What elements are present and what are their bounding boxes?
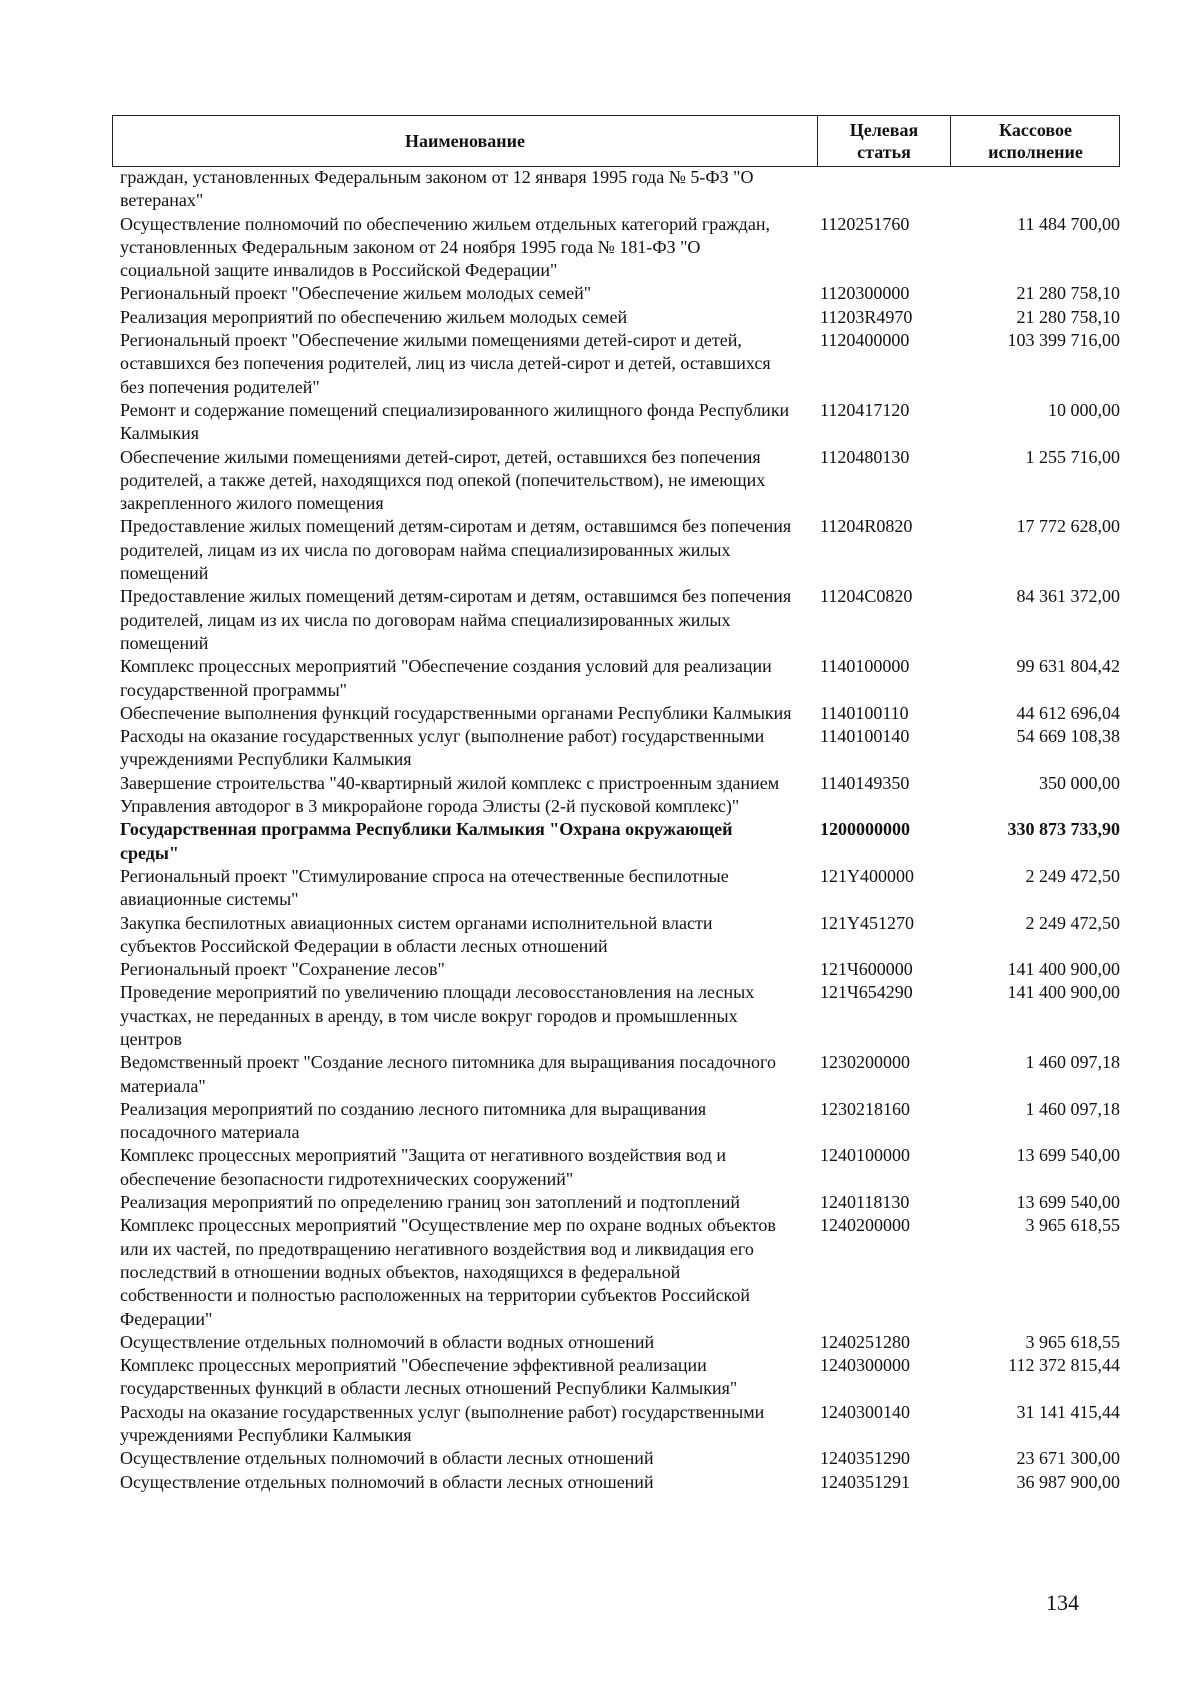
table-row bbox=[120, 1051, 1120, 1098]
table-row bbox=[120, 282, 1120, 305]
table-row bbox=[120, 1401, 1120, 1448]
table-row bbox=[120, 981, 1120, 1051]
header-code-cell bbox=[817, 116, 950, 166]
row-code: 1140149350 bbox=[820, 772, 910, 793]
row-amount: 330 873 733,90 bbox=[1007, 819, 1120, 840]
row-code: 1140100140 bbox=[820, 726, 910, 747]
table-row bbox=[120, 515, 1120, 585]
row-name: Предоставление жилых помещений детям-сиротам и детям, оставшимся без попечения родителей, лицам из их числа по договорам найма специализированных жилых помещений bbox=[120, 586, 792, 653]
table-row bbox=[120, 818, 1120, 865]
row-amount: 10 000,00 bbox=[1048, 399, 1120, 420]
row-code: 1240100000 bbox=[820, 1145, 910, 1166]
table-row bbox=[120, 306, 1120, 329]
row-amount: 44 612 696,04 bbox=[1016, 702, 1120, 723]
row-name: граждан, установленных Федеральным законом от 12 января 1995 года № 5-ФЗ "О ветеранах" bbox=[120, 167, 754, 211]
row-code: 1120417120 bbox=[820, 399, 910, 420]
row-name: Проведение мероприятий по увеличению площади лесовосстановления на лесных участках, не переданных в аренду, в том числе вокруг городов и промышленных центров bbox=[120, 982, 755, 1049]
row-amount: 3 965 618,55 bbox=[1025, 1331, 1120, 1352]
table-row bbox=[120, 1331, 1120, 1354]
table-row bbox=[120, 865, 1120, 912]
row-amount: 99 631 804,42 bbox=[1016, 656, 1120, 677]
table-body bbox=[120, 166, 1120, 1494]
row-name: Расходы на оказание государственных услуг (выполнение работ) государственными учреждениями Республики Калмыкия bbox=[120, 726, 765, 770]
row-code: 1240118130 bbox=[820, 1192, 910, 1213]
row-amount: 84 361 372,00 bbox=[1016, 586, 1120, 607]
row-code: 1140100110 bbox=[820, 702, 909, 723]
row-amount: 3 965 618,55 bbox=[1025, 1215, 1120, 1236]
row-amount: 103 399 716,00 bbox=[1007, 330, 1120, 351]
row-code: 1120400000 bbox=[820, 330, 910, 351]
row-code: 1240200000 bbox=[820, 1215, 910, 1236]
header-name-cell bbox=[113, 116, 817, 166]
table-row bbox=[120, 912, 1120, 959]
row-amount: 2 249 472,50 bbox=[1025, 912, 1120, 933]
table-row bbox=[120, 1354, 1120, 1401]
header-name-label: Наименование bbox=[405, 131, 525, 151]
row-name: Региональный проект "Стимулирование спроса на отечественные беспилотные авиационные системы" bbox=[120, 865, 729, 910]
row-amount: 112 372 815,44 bbox=[1008, 1355, 1120, 1376]
row-amount: 1 255 716,00 bbox=[1025, 446, 1120, 467]
row-amount: 1 460 097,18 bbox=[1025, 1098, 1120, 1119]
row-name: Ведомственный проект "Создание лесного питомника для выращивания посадочного материала" bbox=[120, 1052, 776, 1096]
header-code-label-line2: статья bbox=[857, 142, 911, 162]
row-code: 1240300140 bbox=[820, 1401, 910, 1422]
row-amount: 1 460 097,18 bbox=[1025, 1052, 1120, 1073]
table-row bbox=[120, 958, 1120, 981]
row-amount: 350 000,00 bbox=[1039, 772, 1120, 793]
table-row bbox=[120, 1191, 1120, 1214]
row-code: 1240351290 bbox=[820, 1448, 910, 1469]
row-amount: 141 400 900,00 bbox=[1007, 982, 1120, 1003]
row-code: 1240300000 bbox=[820, 1355, 910, 1376]
page-number: 134 bbox=[1046, 1590, 1079, 1615]
header-amount-label-line1: Кассовое bbox=[999, 120, 1072, 140]
row-name: Предоставление жилых помещений детям-сиротам и детям, оставшимся без попечения родителей, лицам из их числа по договорам найма специализированных жилых помещений bbox=[120, 516, 792, 584]
row-code: 1240351291 bbox=[820, 1471, 910, 1492]
row-name: Комплекс процессных мероприятий "Обеспечение эффективной реализации государственных функций в области лесных отношений Республики Калмыкия" bbox=[120, 1355, 738, 1399]
row-code: 1240251280 bbox=[820, 1331, 910, 1352]
row-amount: 13 699 540,00 bbox=[1016, 1192, 1120, 1213]
row-name: Завершение строительства "40-квартирный жилой комплекс с пристроенным зданием Управления автодорог в 3 микрорайоне города Элисты (2-й пусковой комплекс)" bbox=[120, 772, 780, 817]
table-header bbox=[112, 115, 1120, 167]
table-row bbox=[120, 329, 1120, 399]
table-row bbox=[120, 655, 1120, 702]
row-name: Комплекс процессных мероприятий "Защита от негативного воздействия вод и обеспечение безопасности гидротехнических сооружений" bbox=[120, 1145, 727, 1189]
row-amount: 141 400 900,00 bbox=[1007, 959, 1120, 980]
row-name: Комплекс процессных мероприятий "Обеспечение создания условий для реализации государственной программы" bbox=[120, 656, 772, 700]
row-code: 11203R4970 bbox=[820, 306, 913, 327]
row-name: Региональный проект "Сохранение лесов" bbox=[120, 959, 445, 980]
row-amount: 2 249 472,50 bbox=[1025, 865, 1120, 886]
row-name: Региональный проект "Обеспечение жильем молодых семей" bbox=[120, 283, 592, 304]
table-row bbox=[120, 772, 1120, 819]
table-row bbox=[120, 1144, 1120, 1191]
row-code: 11204R0820 bbox=[820, 516, 913, 537]
table-row bbox=[120, 1214, 1120, 1330]
row-code: 121Ч654290 bbox=[820, 982, 913, 1003]
row-name: Комплекс процессных мероприятий "Осуществление мер по охране водных объектов или их частей, по предотвращению негативного воздействия вод и ликвидация его последствий в отношении водных объектов, находящихся в федеральной собственности и полностью расположенных на территории субъектов Российской Федерации" bbox=[120, 1215, 776, 1329]
header-amount-cell bbox=[950, 116, 1120, 166]
table-row bbox=[120, 702, 1120, 725]
table-row bbox=[120, 446, 1120, 516]
row-amount: 21 280 758,10 bbox=[1016, 306, 1120, 327]
table-row bbox=[120, 725, 1120, 772]
row-amount: 31 141 415,44 bbox=[1016, 1401, 1120, 1422]
row-name: Осуществление отдельных полномочий в области лесных отношений bbox=[120, 1471, 654, 1492]
row-amount: 17 772 628,00 bbox=[1016, 516, 1120, 537]
row-code: 1230218160 bbox=[820, 1098, 910, 1119]
table-row bbox=[120, 399, 1120, 446]
row-name: Обеспечение жилыми помещениями детей-сирот, детей, оставшихся без попечения родителей, а также детей, находящихся под опекой (попечительством), не имеющих закрепленного жилого помещения bbox=[120, 446, 766, 514]
row-amount: 23 671 300,00 bbox=[1016, 1448, 1120, 1469]
row-amount: 21 280 758,10 bbox=[1016, 283, 1120, 304]
row-code: 1200000000 bbox=[820, 819, 910, 840]
row-name: Реализация мероприятий по созданию лесного питомника для выращивания посадочного материала bbox=[120, 1098, 707, 1143]
table-row bbox=[120, 1098, 1120, 1145]
table-row bbox=[120, 1447, 1120, 1470]
row-name: Реализация мероприятий по определению границ зон затоплений и подтоплений bbox=[120, 1192, 741, 1213]
row-amount: 11 484 700,00 bbox=[1017, 213, 1120, 234]
row-code: 121Y451270 bbox=[820, 912, 914, 933]
row-name: Ремонт и содержание помещений специализированного жилищного фонда Республики Калмыкия bbox=[120, 399, 790, 444]
row-code: 1120251760 bbox=[820, 213, 910, 234]
table-row bbox=[120, 585, 1120, 655]
header-code-label-line1: Целевая bbox=[849, 120, 919, 140]
row-name: Осуществление отдельных полномочий в области лесных отношений bbox=[120, 1448, 654, 1469]
row-amount: 54 669 108,38 bbox=[1016, 726, 1120, 747]
table-row bbox=[120, 1471, 1120, 1494]
row-code: 11204C0820 bbox=[820, 586, 913, 607]
row-name: Государственная программа Республики Калмыкия "Охрана окружающей среды" bbox=[120, 819, 733, 863]
row-name: Расходы на оказание государственных услуг (выполнение работ) государственными учреждениями Республики Калмыкия bbox=[120, 1401, 765, 1446]
row-name: Региональный проект "Обеспечение жилыми помещениями детей-сирот и детей, оставшихся без попечения родителей, лиц из числа детей-сирот и детей, оставшихся без попечения родителей" bbox=[120, 330, 771, 397]
row-name: Закупка беспилотных авиационных систем органами исполнительной власти субъектов Российской Федерации в области лесных отношений bbox=[120, 912, 713, 956]
row-code: 1140100000 bbox=[820, 656, 910, 677]
row-code: 121Ч600000 bbox=[820, 959, 913, 980]
row-code: 1120300000 bbox=[820, 283, 910, 304]
row-amount: 13 699 540,00 bbox=[1016, 1145, 1120, 1166]
table-row bbox=[120, 213, 1120, 283]
row-name: Осуществление полномочий по обеспечению жильем отдельных категорий граждан, установленных Федеральным законом от 24 ноября 1995 года № 181-ФЗ "О социальной защите инвалидов в Российской Федерации" bbox=[120, 213, 770, 281]
row-name: Обеспечение выполнения функций государственными органами Республики Калмыкия bbox=[120, 702, 792, 723]
row-name: Реализация мероприятий по обеспечению жильем молодых семей bbox=[120, 306, 628, 327]
row-code: 1120480130 bbox=[820, 446, 910, 467]
table-row bbox=[120, 166, 1120, 213]
row-amount: 36 987 900,00 bbox=[1016, 1471, 1120, 1492]
row-name: Осуществление отдельных полномочий в области водных отношений bbox=[120, 1331, 655, 1352]
header-amount-label-line2: исполнение bbox=[988, 142, 1083, 162]
row-code: 1230200000 bbox=[820, 1052, 910, 1073]
row-code: 121Y400000 bbox=[820, 865, 914, 886]
